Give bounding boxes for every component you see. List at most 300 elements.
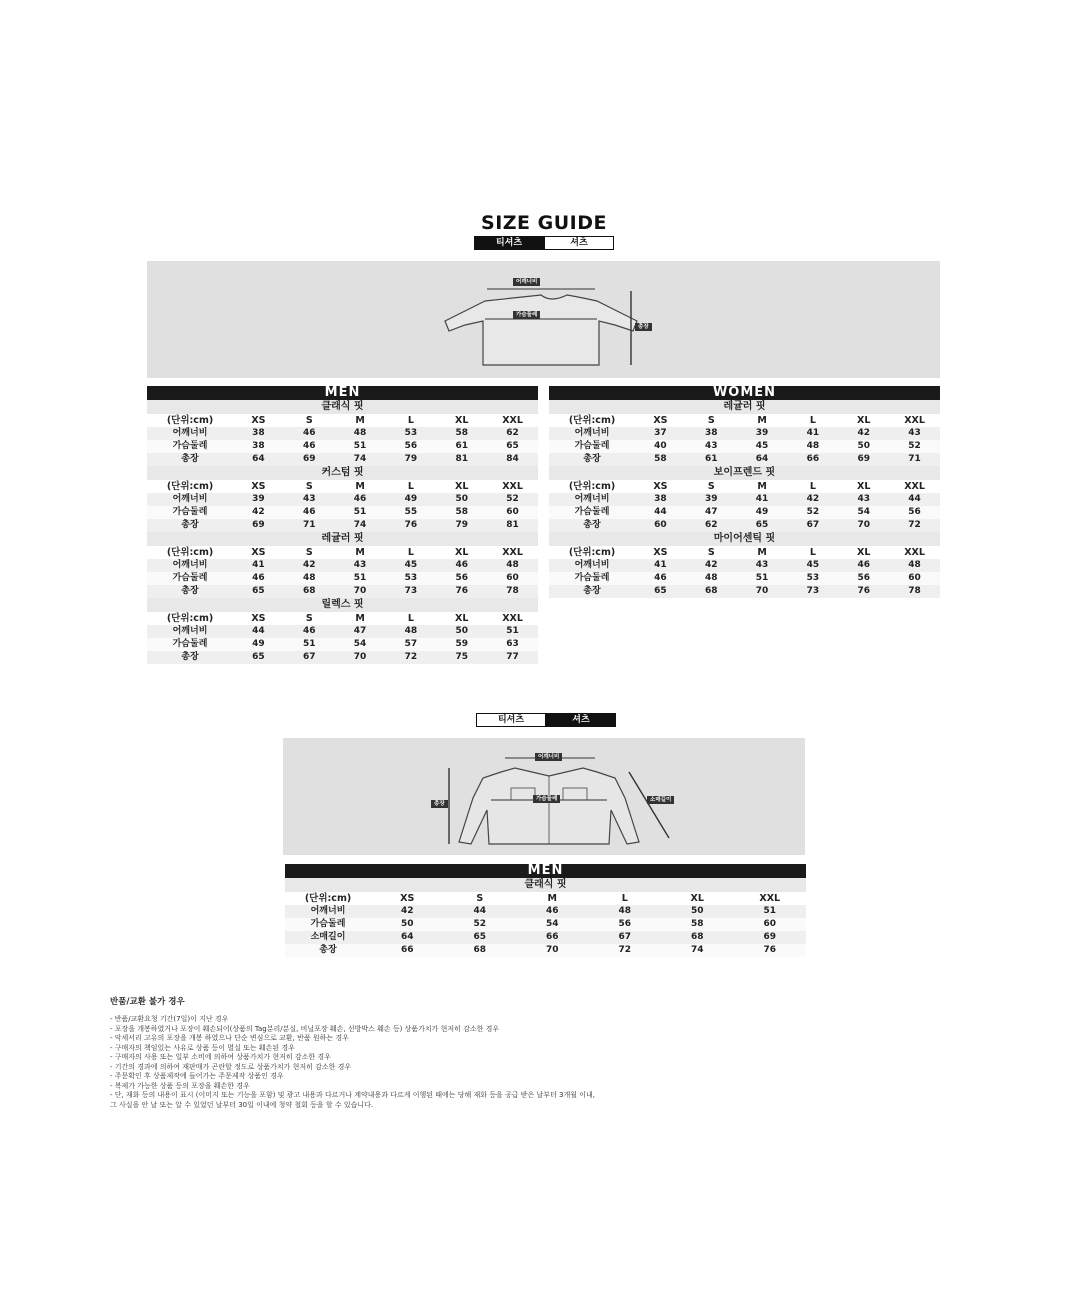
women-header: WOMEN xyxy=(549,386,940,400)
size-value: 58 xyxy=(661,918,734,931)
size-value: 37 xyxy=(635,427,686,440)
size-header: XS xyxy=(233,612,284,625)
size-value: 81 xyxy=(436,453,487,466)
table-row xyxy=(147,585,538,598)
row-label: 총장 xyxy=(549,519,635,532)
size-header: L xyxy=(787,480,838,493)
size-value: 48 xyxy=(487,559,538,572)
size-value: 46 xyxy=(335,493,386,506)
table-row xyxy=(549,559,940,572)
row-label: 가슴둘레 xyxy=(147,572,233,585)
table-row xyxy=(147,572,538,585)
size-header: XS xyxy=(233,480,284,493)
table-row xyxy=(147,427,538,440)
size-value: 64 xyxy=(737,453,788,466)
size-table xyxy=(147,612,538,664)
size-value: 41 xyxy=(635,559,686,572)
size-header: L xyxy=(385,480,436,493)
size-value: 48 xyxy=(385,625,436,638)
size-value: 46 xyxy=(284,440,335,453)
note-line: - 포장을 개봉하였거나 포장이 훼손되어(상품의 Tag분리/분실, 비닐포장 훼손, 선방박스 훼손 등) 상품가치가 현저히 감소한 경우 xyxy=(110,1024,500,1033)
size-header: XS xyxy=(371,892,444,905)
fit-title: 클래식 핏 xyxy=(285,878,806,892)
size-value: 46 xyxy=(284,506,335,519)
size-value: 46 xyxy=(284,625,335,638)
size-value: 43 xyxy=(737,559,788,572)
table-row xyxy=(285,931,806,944)
size-value: 38 xyxy=(686,427,737,440)
size-value: 46 xyxy=(233,572,284,585)
shirt-length-tag: 총장 xyxy=(431,800,448,808)
size-value: 79 xyxy=(385,453,436,466)
size-header: XXL xyxy=(487,480,538,493)
size-header: XS xyxy=(233,414,284,427)
size-value: 68 xyxy=(284,585,335,598)
size-value: 67 xyxy=(787,519,838,532)
row-label: 총장 xyxy=(549,453,635,466)
size-value: 65 xyxy=(487,440,538,453)
row-label: 가슴둘레 xyxy=(147,440,233,453)
size-value: 78 xyxy=(889,585,940,598)
shirt-size-tables xyxy=(285,878,806,957)
table-row xyxy=(147,651,538,664)
table-row xyxy=(549,572,940,585)
size-value: 46 xyxy=(635,572,686,585)
size-value: 76 xyxy=(385,519,436,532)
size-value: 70 xyxy=(838,519,889,532)
table-row xyxy=(549,493,940,506)
note-line: - 악세서리 고유의 포장을 개봉 하였으나 단순 변심으로 교환, 반품 원하는 경우 xyxy=(110,1034,349,1042)
size-header: XL xyxy=(661,892,734,905)
size-value: 64 xyxy=(233,453,284,466)
fit-title: 클래식 핏 xyxy=(147,400,538,414)
size-value: 42 xyxy=(284,559,335,572)
tab-tshirt-bottom[interactable]: 티셔츠 xyxy=(476,713,546,727)
size-value: 54 xyxy=(838,506,889,519)
size-header: S xyxy=(284,480,335,493)
size-value: 77 xyxy=(487,651,538,664)
size-value: 73 xyxy=(787,585,838,598)
size-value: 62 xyxy=(686,519,737,532)
size-value: 48 xyxy=(787,440,838,453)
size-value: 54 xyxy=(335,638,386,651)
size-value: 50 xyxy=(838,440,889,453)
shirt-illustration-panel xyxy=(283,738,805,855)
men-tshirt-section xyxy=(147,386,538,664)
size-header: M xyxy=(516,892,589,905)
unit-label: (단위:cm) xyxy=(147,612,233,625)
row-label: 총장 xyxy=(147,585,233,598)
size-value: 74 xyxy=(661,944,734,957)
size-header: M xyxy=(737,414,788,427)
note-line: - 단, 재화 등의 내용이 표시 (이미지 또는 기능을 포함) 및 광고 내용과 다르거나 계약내용과 다르게 이행된 때에는 당해 재화 등을 공급 받은 날부터 3개월 이내, xyxy=(110,1091,595,1099)
row-label: 가슴둘레 xyxy=(549,572,635,585)
size-value: 43 xyxy=(686,440,737,453)
row-label: 가슴둘레 xyxy=(549,440,635,453)
size-header: L xyxy=(589,892,662,905)
size-value: 42 xyxy=(686,559,737,572)
shoulder-tag: 어깨너비 xyxy=(513,278,540,286)
men-size-tables xyxy=(147,400,538,664)
unit-label: (단위:cm) xyxy=(147,480,233,493)
size-value: 44 xyxy=(635,506,686,519)
row-label: 어깨너비 xyxy=(147,427,233,440)
row-label: 어깨너비 xyxy=(147,493,233,506)
row-label: 어깨너비 xyxy=(549,493,635,506)
size-header: M xyxy=(335,480,386,493)
size-header: M xyxy=(335,414,386,427)
note-line: - 주문확인 후 상품제작에 들어가는 주문제작 상품인 경우 xyxy=(110,1072,284,1080)
size-value: 84 xyxy=(487,453,538,466)
notes-title: 반품/교환 불가 경우 xyxy=(110,997,185,1007)
size-value: 53 xyxy=(385,427,436,440)
row-label: 가슴둘레 xyxy=(147,638,233,651)
size-table xyxy=(147,480,538,532)
size-header: M xyxy=(737,480,788,493)
fit-title: 보이프렌드 핏 xyxy=(549,466,940,480)
size-value: 69 xyxy=(838,453,889,466)
size-value: 60 xyxy=(734,918,807,931)
tshirt-outline-icon xyxy=(445,295,637,365)
size-value: 63 xyxy=(487,638,538,651)
size-value: 72 xyxy=(589,944,662,957)
size-value: 56 xyxy=(589,918,662,931)
size-value: 44 xyxy=(444,905,517,918)
size-header: XXL xyxy=(889,480,940,493)
table-row xyxy=(147,453,538,466)
size-header: XS xyxy=(635,480,686,493)
fit-title: 마이어센틱 핏 xyxy=(549,532,940,546)
size-header: M xyxy=(335,546,386,559)
size-header: XS xyxy=(233,546,284,559)
row-label: 가슴둘레 xyxy=(285,918,371,931)
size-value: 79 xyxy=(436,519,487,532)
size-value: 76 xyxy=(734,944,807,957)
table-row xyxy=(549,427,940,440)
size-table xyxy=(549,546,940,598)
size-value: 52 xyxy=(787,506,838,519)
size-header: L xyxy=(787,414,838,427)
size-header: XXL xyxy=(487,414,538,427)
size-value: 61 xyxy=(436,440,487,453)
size-value: 51 xyxy=(487,625,538,638)
size-value: 53 xyxy=(787,572,838,585)
chest-tag: 가슴둘레 xyxy=(513,311,540,319)
size-header: S xyxy=(444,892,517,905)
size-value: 65 xyxy=(233,585,284,598)
size-header: XXL xyxy=(889,546,940,559)
size-value: 45 xyxy=(737,440,788,453)
note-line: - 반품/교환요청 기간(7일)이 지난 경우 xyxy=(110,1015,229,1023)
row-label: 총장 xyxy=(549,585,635,598)
table-row xyxy=(549,519,940,532)
size-value: 55 xyxy=(385,506,436,519)
unit-label: (단위:cm) xyxy=(549,480,635,493)
size-value: 42 xyxy=(233,506,284,519)
size-value: 51 xyxy=(335,506,386,519)
size-header: L xyxy=(385,546,436,559)
size-header: L xyxy=(385,414,436,427)
table-row xyxy=(147,559,538,572)
size-header: S xyxy=(284,414,335,427)
size-value: 76 xyxy=(436,585,487,598)
size-header: XL xyxy=(436,414,487,427)
fit-title: 커스텀 핏 xyxy=(147,466,538,480)
note-line: - 복제가 가능한 상품 등의 포장을 훼손한 경우 xyxy=(110,1081,250,1090)
size-value: 47 xyxy=(686,506,737,519)
size-value: 53 xyxy=(385,572,436,585)
size-value: 58 xyxy=(436,506,487,519)
size-table xyxy=(285,892,806,957)
table-row xyxy=(147,519,538,532)
size-header: M xyxy=(737,546,788,559)
size-value: 68 xyxy=(444,944,517,957)
size-header: XXL xyxy=(487,612,538,625)
size-value: 76 xyxy=(838,585,889,598)
size-value: 68 xyxy=(661,931,734,944)
tab-shirt[interactable]: 셔츠 xyxy=(544,236,614,250)
size-value: 81 xyxy=(487,519,538,532)
size-value: 70 xyxy=(516,944,589,957)
size-value: 73 xyxy=(385,585,436,598)
row-label: 어깨너비 xyxy=(549,559,635,572)
size-value: 58 xyxy=(635,453,686,466)
size-value: 71 xyxy=(284,519,335,532)
size-value: 47 xyxy=(335,625,386,638)
size-value: 46 xyxy=(838,559,889,572)
size-value: 43 xyxy=(838,493,889,506)
size-value: 42 xyxy=(371,905,444,918)
size-value: 66 xyxy=(371,944,444,957)
top-tab-bar xyxy=(474,236,614,250)
size-value: 51 xyxy=(737,572,788,585)
size-value: 43 xyxy=(284,493,335,506)
table-row xyxy=(147,625,538,638)
size-table xyxy=(147,546,538,598)
tab-tshirt[interactable]: 티셔츠 xyxy=(474,236,544,250)
size-value: 75 xyxy=(436,651,487,664)
size-value: 44 xyxy=(233,625,284,638)
unit-label: (단위:cm) xyxy=(549,414,635,427)
size-value: 59 xyxy=(436,638,487,651)
note-line: - 기간의 경과에 의하여 재판매가 곤란할 정도로 상품가치가 현저히 감소한 경우 xyxy=(110,1062,352,1071)
table-row xyxy=(285,944,806,957)
row-label: 총장 xyxy=(285,944,371,957)
row-label: 어깨너비 xyxy=(147,559,233,572)
size-value: 45 xyxy=(385,559,436,572)
size-value: 50 xyxy=(436,493,487,506)
size-header: XS xyxy=(635,414,686,427)
row-label: 가슴둘레 xyxy=(147,506,233,519)
table-row xyxy=(147,440,538,453)
size-value: 60 xyxy=(889,572,940,585)
size-value: 49 xyxy=(385,493,436,506)
size-value: 43 xyxy=(889,427,940,440)
size-value: 72 xyxy=(385,651,436,664)
fit-title: 릴렉스 핏 xyxy=(147,598,538,612)
size-value: 60 xyxy=(487,506,538,519)
size-value: 56 xyxy=(889,506,940,519)
bottom-tab-bar xyxy=(476,713,616,727)
size-value: 40 xyxy=(635,440,686,453)
size-value: 65 xyxy=(635,585,686,598)
size-value: 48 xyxy=(335,427,386,440)
notes-list xyxy=(110,1015,970,1110)
unit-label: (단위:cm) xyxy=(147,414,233,427)
length-tag: 총장 xyxy=(635,323,652,331)
unit-label: (단위:cm) xyxy=(285,892,371,905)
size-value: 50 xyxy=(661,905,734,918)
table-row xyxy=(549,453,940,466)
size-value: 68 xyxy=(686,585,737,598)
row-label: 어깨너비 xyxy=(285,905,371,918)
size-value: 69 xyxy=(233,519,284,532)
size-header: L xyxy=(385,612,436,625)
size-table xyxy=(549,414,940,466)
size-value: 60 xyxy=(635,519,686,532)
size-value: 56 xyxy=(436,572,487,585)
table-row xyxy=(549,506,940,519)
page-title: SIZE GUIDE xyxy=(481,212,607,234)
size-value: 67 xyxy=(589,931,662,944)
size-value: 49 xyxy=(233,638,284,651)
table-row xyxy=(147,638,538,651)
note-line: 그 사실을 안 날 또는 알 수 있었던 날부터 30일 이내에 청약 철회 등을 할 수 있습니다. xyxy=(110,1100,374,1109)
tab-shirt-bottom[interactable]: 셔츠 xyxy=(546,713,616,727)
size-value: 71 xyxy=(889,453,940,466)
shirt-chest-tag: 가슴둘레 xyxy=(533,795,560,803)
size-header: XL xyxy=(436,546,487,559)
size-table xyxy=(147,414,538,466)
unit-label: (단위:cm) xyxy=(549,546,635,559)
size-value: 74 xyxy=(335,519,386,532)
size-header: L xyxy=(787,546,838,559)
size-value: 72 xyxy=(889,519,940,532)
size-value: 46 xyxy=(516,905,589,918)
size-value: 44 xyxy=(889,493,940,506)
size-value: 38 xyxy=(233,427,284,440)
size-value: 70 xyxy=(737,585,788,598)
return-policy-notes xyxy=(110,995,970,1110)
size-value: 62 xyxy=(487,427,538,440)
size-header: S xyxy=(284,546,335,559)
size-value: 39 xyxy=(686,493,737,506)
size-value: 70 xyxy=(335,585,386,598)
size-header: XL xyxy=(838,546,889,559)
table-row xyxy=(285,918,806,931)
size-value: 74 xyxy=(335,453,386,466)
size-value: 56 xyxy=(385,440,436,453)
size-value: 50 xyxy=(436,625,487,638)
size-value: 52 xyxy=(889,440,940,453)
size-value: 69 xyxy=(734,931,807,944)
shirt-shoulder-tag: 어깨너비 xyxy=(535,753,562,761)
unit-label: (단위:cm) xyxy=(147,546,233,559)
size-header: S xyxy=(686,480,737,493)
size-value: 49 xyxy=(737,506,788,519)
note-line: - 구매자의 사용 또는 일부 소비에 의하여 상품가치가 현저히 감소한 경우 xyxy=(110,1053,331,1061)
size-value: 78 xyxy=(487,585,538,598)
fit-title: 레귤러 핏 xyxy=(549,400,940,414)
size-value: 38 xyxy=(635,493,686,506)
fit-title: 레귤러 핏 xyxy=(147,532,538,546)
size-value: 38 xyxy=(233,440,284,453)
size-value: 39 xyxy=(737,427,788,440)
size-value: 58 xyxy=(436,427,487,440)
tshirt-illustration-panel xyxy=(147,261,940,378)
size-header: S xyxy=(686,414,737,427)
size-value: 52 xyxy=(487,493,538,506)
size-value: 56 xyxy=(838,572,889,585)
size-value: 48 xyxy=(889,559,940,572)
size-header: S xyxy=(284,612,335,625)
size-value: 69 xyxy=(284,453,335,466)
size-header: XL xyxy=(838,414,889,427)
size-value: 51 xyxy=(284,638,335,651)
size-table xyxy=(549,480,940,532)
row-label: 어깨너비 xyxy=(147,625,233,638)
size-header: XL xyxy=(436,480,487,493)
size-header: S xyxy=(686,546,737,559)
size-value: 70 xyxy=(335,651,386,664)
row-label: 소매길이 xyxy=(285,931,371,944)
size-value: 60 xyxy=(487,572,538,585)
table-row xyxy=(285,905,806,918)
note-line: - 구매자의 책임있는 사유로 상품 등이 멸실 또는 훼손된 경우 xyxy=(110,1043,295,1052)
size-value: 42 xyxy=(787,493,838,506)
men-header: MEN xyxy=(147,386,538,400)
size-value: 39 xyxy=(233,493,284,506)
shirt-men-header: MEN xyxy=(285,864,806,878)
size-header: XXL xyxy=(734,892,807,905)
size-value: 46 xyxy=(284,427,335,440)
size-header: XXL xyxy=(487,546,538,559)
size-value: 51 xyxy=(734,905,807,918)
women-tshirt-section xyxy=(549,386,940,598)
size-header: M xyxy=(335,612,386,625)
size-header: XL xyxy=(436,612,487,625)
sleeve-tag: 소매길이 xyxy=(647,796,674,804)
size-value: 65 xyxy=(444,931,517,944)
table-row xyxy=(147,506,538,519)
size-value: 50 xyxy=(371,918,444,931)
size-value: 41 xyxy=(233,559,284,572)
size-value: 45 xyxy=(787,559,838,572)
row-label: 총장 xyxy=(147,519,233,532)
size-header: XL xyxy=(838,480,889,493)
size-value: 66 xyxy=(787,453,838,466)
size-header: XS xyxy=(635,546,686,559)
size-value: 65 xyxy=(233,651,284,664)
size-value: 54 xyxy=(516,918,589,931)
row-label: 총장 xyxy=(147,651,233,664)
size-value: 51 xyxy=(335,572,386,585)
table-row xyxy=(549,585,940,598)
tshirt-diagram xyxy=(147,261,940,378)
size-value: 41 xyxy=(737,493,788,506)
row-label: 가슴둘레 xyxy=(549,506,635,519)
size-value: 65 xyxy=(737,519,788,532)
size-value: 43 xyxy=(335,559,386,572)
table-row xyxy=(147,493,538,506)
size-value: 61 xyxy=(686,453,737,466)
size-value: 57 xyxy=(385,638,436,651)
size-value: 48 xyxy=(589,905,662,918)
size-value: 48 xyxy=(284,572,335,585)
row-label: 총장 xyxy=(147,453,233,466)
size-value: 42 xyxy=(838,427,889,440)
size-value: 51 xyxy=(335,440,386,453)
